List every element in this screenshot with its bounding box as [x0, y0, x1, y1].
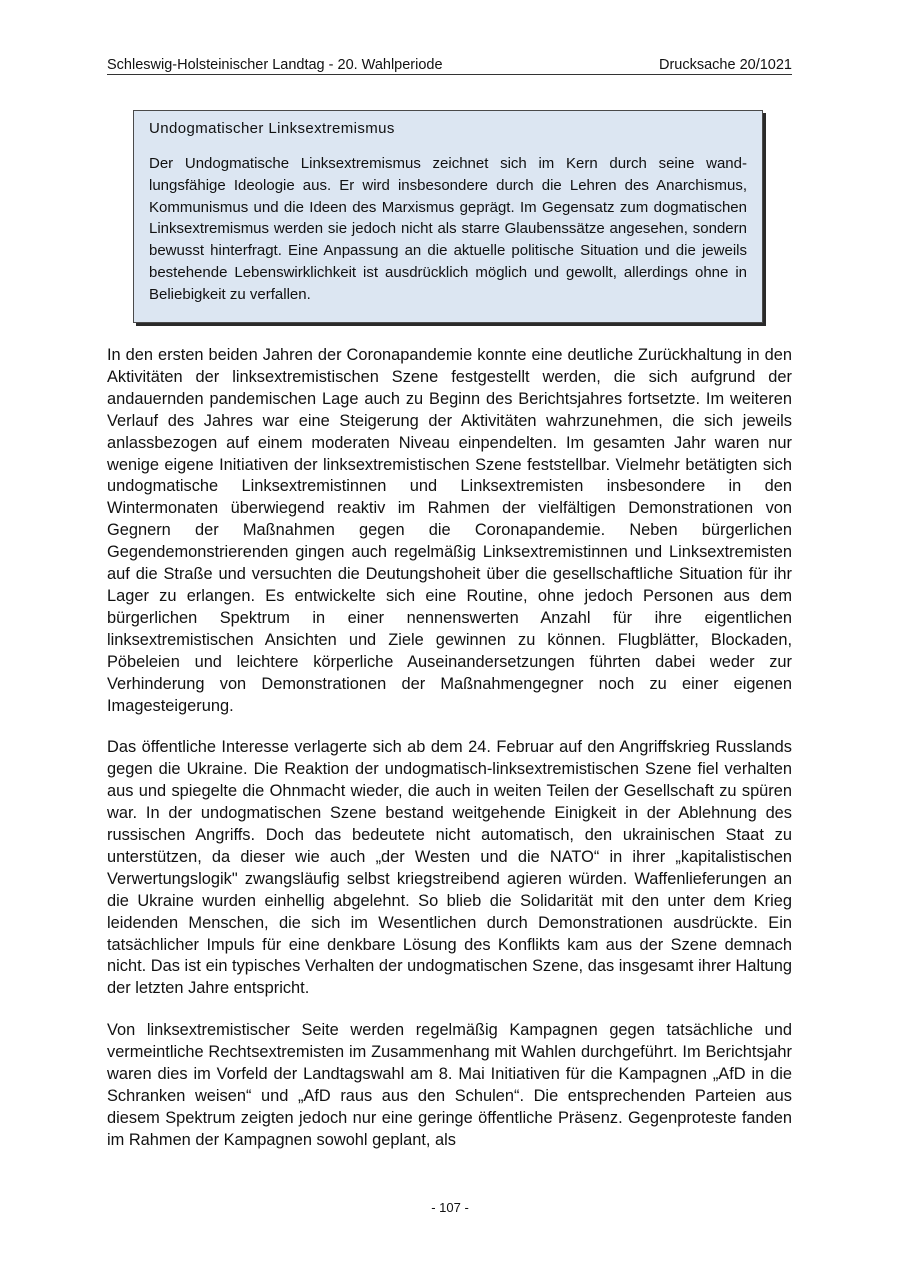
- paragraph-corona: In den ersten beiden Jahren der Coronapandemie konnte eine deutliche Zurückhaltung in den Aktivitäten der linksextremistischen Szene festgestellt werden, die sich aufgrund der andauernden pandemischen Lage auch zu Beginn des Berichtsjahres fortsetzte. Im weiteren Verlauf des Jahres war eine Steigerung der Aktivitäten wahrzunehmen, die sich jeweils anlassbezogen auf einem moderaten Niveau einpendelten. Im gesamten Jahr waren nur wenige eigene Initiativen der linksextremistischen Szene feststellbar. Vielmehr betätigten sich undogmatische Linksextremistinnen und Linksextremisten insbesondere in den Wintermonaten überwiegend reaktiv im Rahmen der vielfältigen Demonstrationen von Gegnern der Maßnahmen gegen die Coronapandemie. Neben bürgerlichen Gegendemonstrierenden gingen auch regelmäßig Linksextremistinnen und Linksextremisten auf die Straße und versuchten die Deutungshoheit über die gesellschaftliche Situation für ihr Lager zu erlangen. Es entwickelte sich eine Routine, ohne jedoch Personen aus dem bürgerlichen Spektrum in einer nennenswerten Anzahl für ihre eigentlichen linksextremistischen Ansichten und Ziele gewinnen zu können. Flugblätter, Blockaden, Pöbeleien und leichtere körperliche Auseinandersetzungen führten dabei weder zur Verhinderung von Demonstrationen der Maßnahmengegner noch zu einer eigenen Imagesteigerung.: [107, 346, 792, 715]
- main-text: [107, 345, 792, 1172]
- page-header: [107, 56, 792, 75]
- info-box-body: Der Undogmatische Linksextremismus zeichnet sich im Kern durch seine wandlungsfähige Ideologie aus. Er wird insbesondere durch die Lehren des Anarchismus, Kommunismus und die Ideen des Marxismus geprägt. Im Gegensatz zum dogmatischen Linksextremismus werden sie jedoch nicht als starre Glaubenssätze angesehen, sondern bewusst hinterfragt. Eine Anpassung an die aktuelle politische Situation und die jeweils bestehende Lebenswirklichkeit ist ausdrücklich möglich und gewollt, allerdings ohne in Beliebigkeit zu verfallen.: [149, 155, 747, 303]
- info-box-title: Undogmatischer Linksextremismus: [149, 120, 395, 137]
- paragraph-campaigns: Von linksextremistischer Seite werden regelmäßig Kampagnen gegen tatsächliche und vermeintliche Rechtsextremisten im Zusammenhang mit Wahlen durchgeführt. Im Berichtsjahr waren dies im Vorfeld der Landtagswahl am 8. Mai Initiativen für die Kampagnen „AfD in die Schranken weisen“ und „AfD raus aus den Schulen“. Die entsprechenden Parteien aus diesem Spektrum zeigten jedoch nur eine geringe öffentliche Präsenz. Gegenproteste fanden im Rahmen der Kampagnen sowohl geplant, als: [107, 1021, 792, 1149]
- header-document-number: Drucksache 20/1021: [659, 57, 792, 73]
- header-parliament-title: Schleswig-Holsteinischer Landtag - 20. Wahlperiode: [107, 57, 443, 73]
- page-number: - 107 -: [431, 1200, 469, 1215]
- info-box: [133, 110, 763, 323]
- paragraph-ukraine: Das öffentliche Interesse verlagerte sich ab dem 24. Februar auf den Angriffskrieg Russlands gegen die Ukraine. Die Reaktion der undogmatisch-linksextremistischen Szene fiel verhalten aus und spiegelte die Ohnmacht wieder, die auch in weiten Teilen der Gesellschaft zu spüren war. In der undogmatischen Szene bestand weitgehende Einigkeit in der Ablehnung des russischen Angriffs. Doch das bedeutete nicht automatisch, den ukrainischen Staat zu unterstützen, da dieser wie auch „der Westen und die NATO“ in ihrer „kapitalistischen Verwertungslogik" zwangsläufig selbst kriegstreibend agieren würden. Waffenlieferungen an die Ukraine wurden einhellig abgelehnt. So blieb die Solidarität mit den unter dem Krieg leidenden Menschen, die sich im Wesentlichen durch Demonstrationen ausdrückte. Ein tatsächlicher Impuls für eine denkbare Lösung des Konflikts kam aus der Szene demnach nicht. Das ist ein typisches Verhalten der undogmatischen Szene, das insgesamt ihrer Haltung der letzten Jahre entspricht.: [107, 738, 792, 998]
